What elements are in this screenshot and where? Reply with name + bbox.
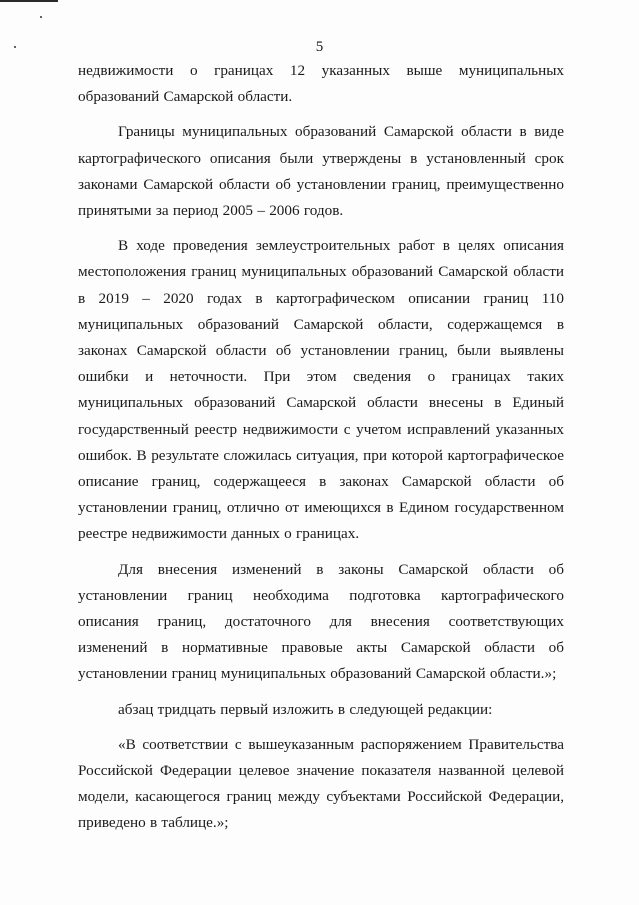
paragraph-continuation: недвижимости о границах 12 указанных выше муниципальных образований Самарской области. xyxy=(78,62,564,106)
scan-speck xyxy=(40,16,42,18)
document-body xyxy=(78,58,564,837)
page-number: 5 xyxy=(315,39,324,55)
paragraph-boundaries-approval: Границы муниципальных образований Самарской области в виде картографического описания были утверждены в установленный срок законами Самарской области об установлении границ, преимущественно принятыми за период 2005 – 2006 годов. xyxy=(78,123,564,220)
scan-corner-mark xyxy=(0,0,58,2)
paragraph-amendments-needed: Для внесения изменений в законы Самарской области об установлении границ необходима подготовка картографического описания границ, достаточного для внесения соответствующих изменений в нормативные правовые акты Самарской области об установлении границ муниципальных образований Самарской области.»; xyxy=(78,560,564,683)
paragraph-new-wording: «В соответствии с вышеуказанным распоряжением Правительства Российской Федерации целевое значение показателя названной целевой модели, касающегося границ между субъектами Российской Федерации, приведено в таблице.»; xyxy=(78,735,564,832)
paragraph-instruction: абзац тридцать первый изложить в следующей редакции: xyxy=(118,700,493,718)
paragraph-land-survey-errors: В ходе проведения землеустроительных работ в целях описания местоположения границ муниципальных образований Самарской области в 2019 – 2020 годах в картографическом описании границ 110 муниципальных образований Самарской области, содержащемся в законах Самарской области об установлении границ, были выявлены ошибки и неточности. При этом сведения о границах таких муниципальных образований Самарской области внесены в Единый государственный реестр недвижимости с учетом исправлений указанных ошибок. В результате сложилась ситуация, при которой картографическое описание границ, содержащееся в законах Самарской области об установлении границ, отлично от имеющихся в Едином государственном реестре недвижимости данных о границах. xyxy=(78,237,564,543)
